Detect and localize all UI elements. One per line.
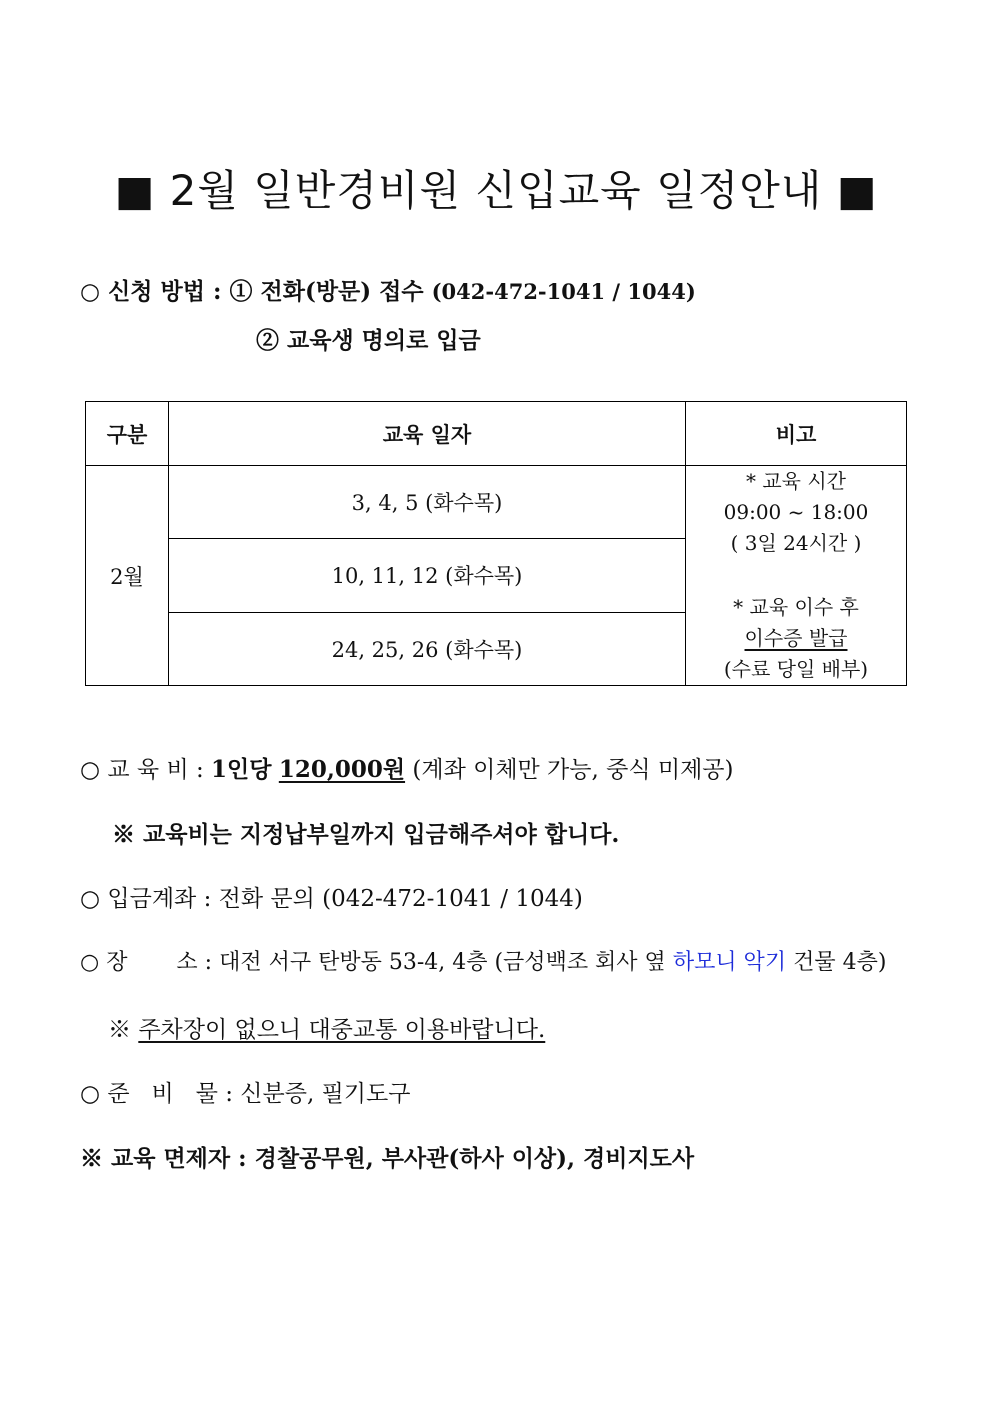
cert-title: * 교육 이수 후 bbox=[733, 595, 859, 619]
place-highlight: 하모니 악기 bbox=[672, 950, 787, 975]
parking-text: 주차장이 없으니 대중교통 이용바랍니다. bbox=[138, 1017, 546, 1043]
bullet: ○ bbox=[80, 278, 101, 305]
date-cell: 3, 4, 5 (화수목) bbox=[169, 466, 686, 539]
header-remarks: 비고 bbox=[686, 402, 907, 466]
fee-label: 교 육 비 : bbox=[107, 757, 204, 783]
bullet: ○ bbox=[80, 886, 101, 912]
apply-method-label: 신청 방법 : bbox=[108, 278, 222, 305]
bullet: ○ bbox=[80, 1081, 101, 1107]
bullet: ○ bbox=[80, 757, 101, 783]
prep-line bbox=[80, 1075, 410, 1108]
apply-method-line bbox=[80, 273, 696, 306]
parking-note bbox=[108, 1011, 545, 1044]
month-cell: 2월 bbox=[86, 466, 169, 686]
prep-items: 신분증, 필기도구 bbox=[240, 1081, 411, 1107]
account-text: 입금계좌 : 전화 문의 (042-472-1041 / 1044) bbox=[107, 886, 583, 912]
cert-detail: (수료 당일 배부) bbox=[723, 657, 869, 681]
place-label: 장 소 : bbox=[106, 950, 213, 975]
table-header-row bbox=[86, 402, 907, 466]
header-category: 구분 bbox=[86, 402, 169, 466]
bullet: ○ bbox=[80, 950, 100, 975]
table-row bbox=[86, 466, 907, 539]
note-mark: ※ bbox=[108, 1017, 131, 1043]
fee-amount: 120,000원 bbox=[278, 756, 406, 783]
time-title: * 교육 시간 bbox=[746, 469, 846, 493]
schedule-table bbox=[85, 401, 907, 686]
time-range: 09:00 ~ 18:00 bbox=[723, 500, 869, 524]
place-line bbox=[80, 945, 886, 976]
place-address: 대전 서구 탄방동 53-4, 4층 (금성백조 회사 옆 bbox=[219, 950, 666, 975]
place-tail: 건물 4층) bbox=[793, 950, 887, 975]
exemption-note: ※ 교육 면제자 : 경찰공무원, 부사관(하사 이상), 경비지도사 bbox=[80, 1145, 695, 1172]
remarks-note bbox=[686, 466, 906, 685]
apply-phone-number: (042-472-1041 / 1044) bbox=[431, 279, 696, 304]
apply-deposit-method: ② 교육생 명의로 입금 bbox=[256, 327, 481, 354]
fee-note: ※ 교육비는 지정납부일까지 입금해주셔야 합니다. bbox=[112, 821, 620, 848]
date-cell: 10, 11, 12 (화수목) bbox=[169, 539, 686, 612]
remarks-cell bbox=[686, 466, 907, 686]
account-line bbox=[80, 880, 583, 913]
page-title: ■ 2월 일반경비원 신입교육 일정안내 ■ bbox=[114, 166, 878, 215]
header-dates: 교육 일자 bbox=[169, 402, 686, 466]
date-cell: 24, 25, 26 (화수목) bbox=[169, 612, 686, 685]
apply-phone-method: ① 전화(방문) 접수 bbox=[229, 278, 424, 305]
cert-issue: 이수증 발급 bbox=[744, 626, 848, 650]
fee-per-person: 1인당 bbox=[211, 756, 272, 783]
fee-detail: (계좌 이체만 가능, 중식 미제공) bbox=[412, 757, 734, 783]
time-total: ( 3일 24시간 ) bbox=[730, 531, 862, 555]
prep-label: 준 비 물 : bbox=[107, 1081, 233, 1107]
fee-line bbox=[80, 751, 734, 784]
